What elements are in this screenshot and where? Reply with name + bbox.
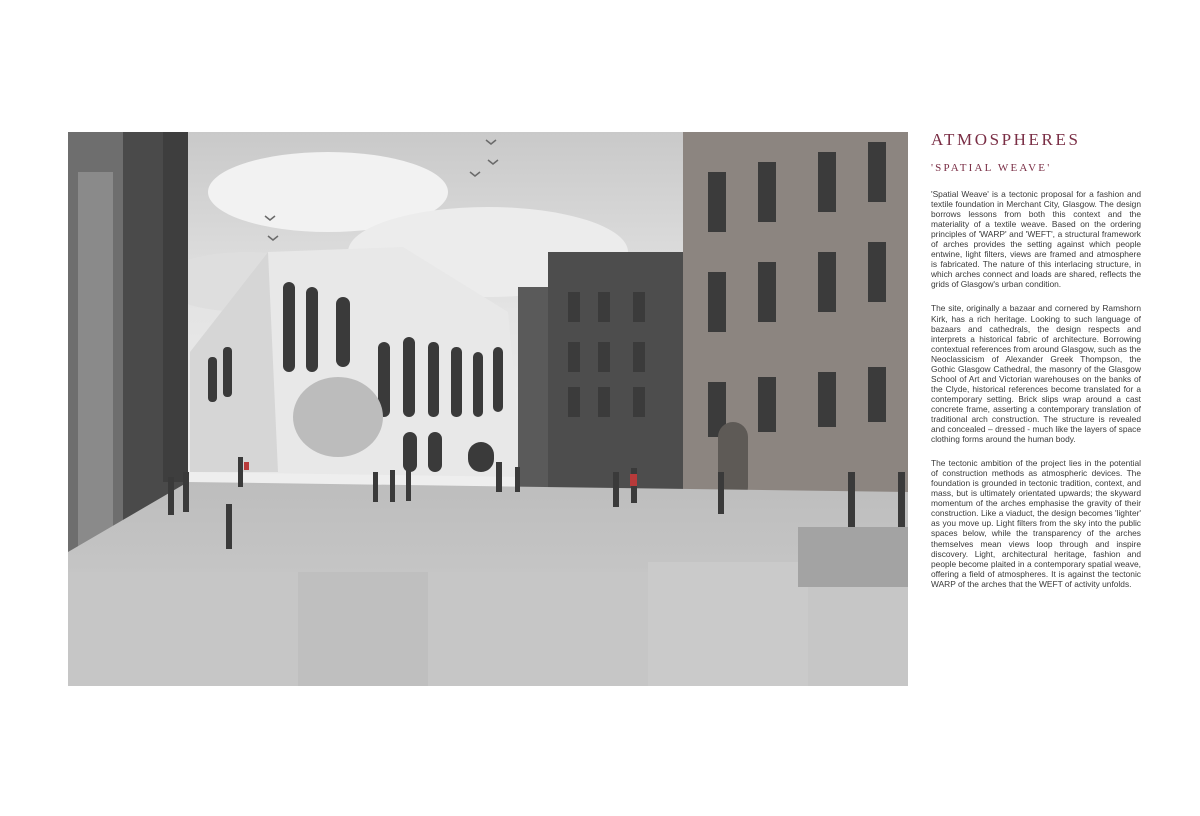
page-subtitle: 'SPATIAL WEAVE' [931,162,1052,174]
concrete-panel [648,562,808,686]
dark-building [518,287,548,492]
page-title: ATMOSPHERES [931,130,1081,149]
text-column [931,130,1141,589]
tree [293,377,383,457]
street-render-image [68,132,908,686]
paragraph-tectonic: The tectonic ambition of the project lies in the potential of construction methods as atmospheric devices. The foundation is grounded in tectonic tradition, context, and mass, but is ultimately orientated upwards; the skyward momentum of the arches emphasise the gravity of their construction. Like a viaduct, the design becomes 'lighter' as you move up. Light filters from the sky into the public spaces below, while the transparency of the arches themselves mean views loop through and inspire discovery. Light, architectural heritage, fashion and people become plaited in a contemporary spatial weave, offering a field of atmospheres. It is against the tectonic WARP of the arches that the WEFT of activity unfolds. [931,458,1141,589]
paragraph-intro: 'Spatial Weave' is a tectonic proposal for a fashion and textile foundation in Merchant City, Glasgow. The design borrows lessons from both this context and the materiality of a textile weave. Based on the ordering principles of 'WARP' and 'WEFT', a structural framework of arches provides the setting against which people entwine, light filters, views are framed and atmosphere is fabricated. The nature of this interlacing structure, in which arches connect and loads are shared, reflects the grids of Glasgow's urban condition. [931,189,1141,290]
paragraph-site: The site, originally a bazaar and cornered by Ramshorn Kirk, has a rich heritage. Looking to such language of bazaars and cathedrals, the design respects and interprets a historical fabric of architecture. Borrowing contextual references from around Glasgow, such as the Neoclassicism of Alexander Greek Thompson, the Gothic Glasgow Cathedral, the masonry of the Glasgow School of Art and Victorian warehouses on the banks of the Clyde, historical references become translated for a contemporary setting. Brick slips wrap around a cast concrete frame, asserting a contemporary translation of traditional arch construction. The structure is revealed and concealed – dressed - much like the layers of space clothing forms around the human body. [931,303,1141,445]
gothic-tower [163,132,188,482]
concrete-panel [298,572,428,686]
road [798,527,908,587]
brick-building [548,252,688,502]
